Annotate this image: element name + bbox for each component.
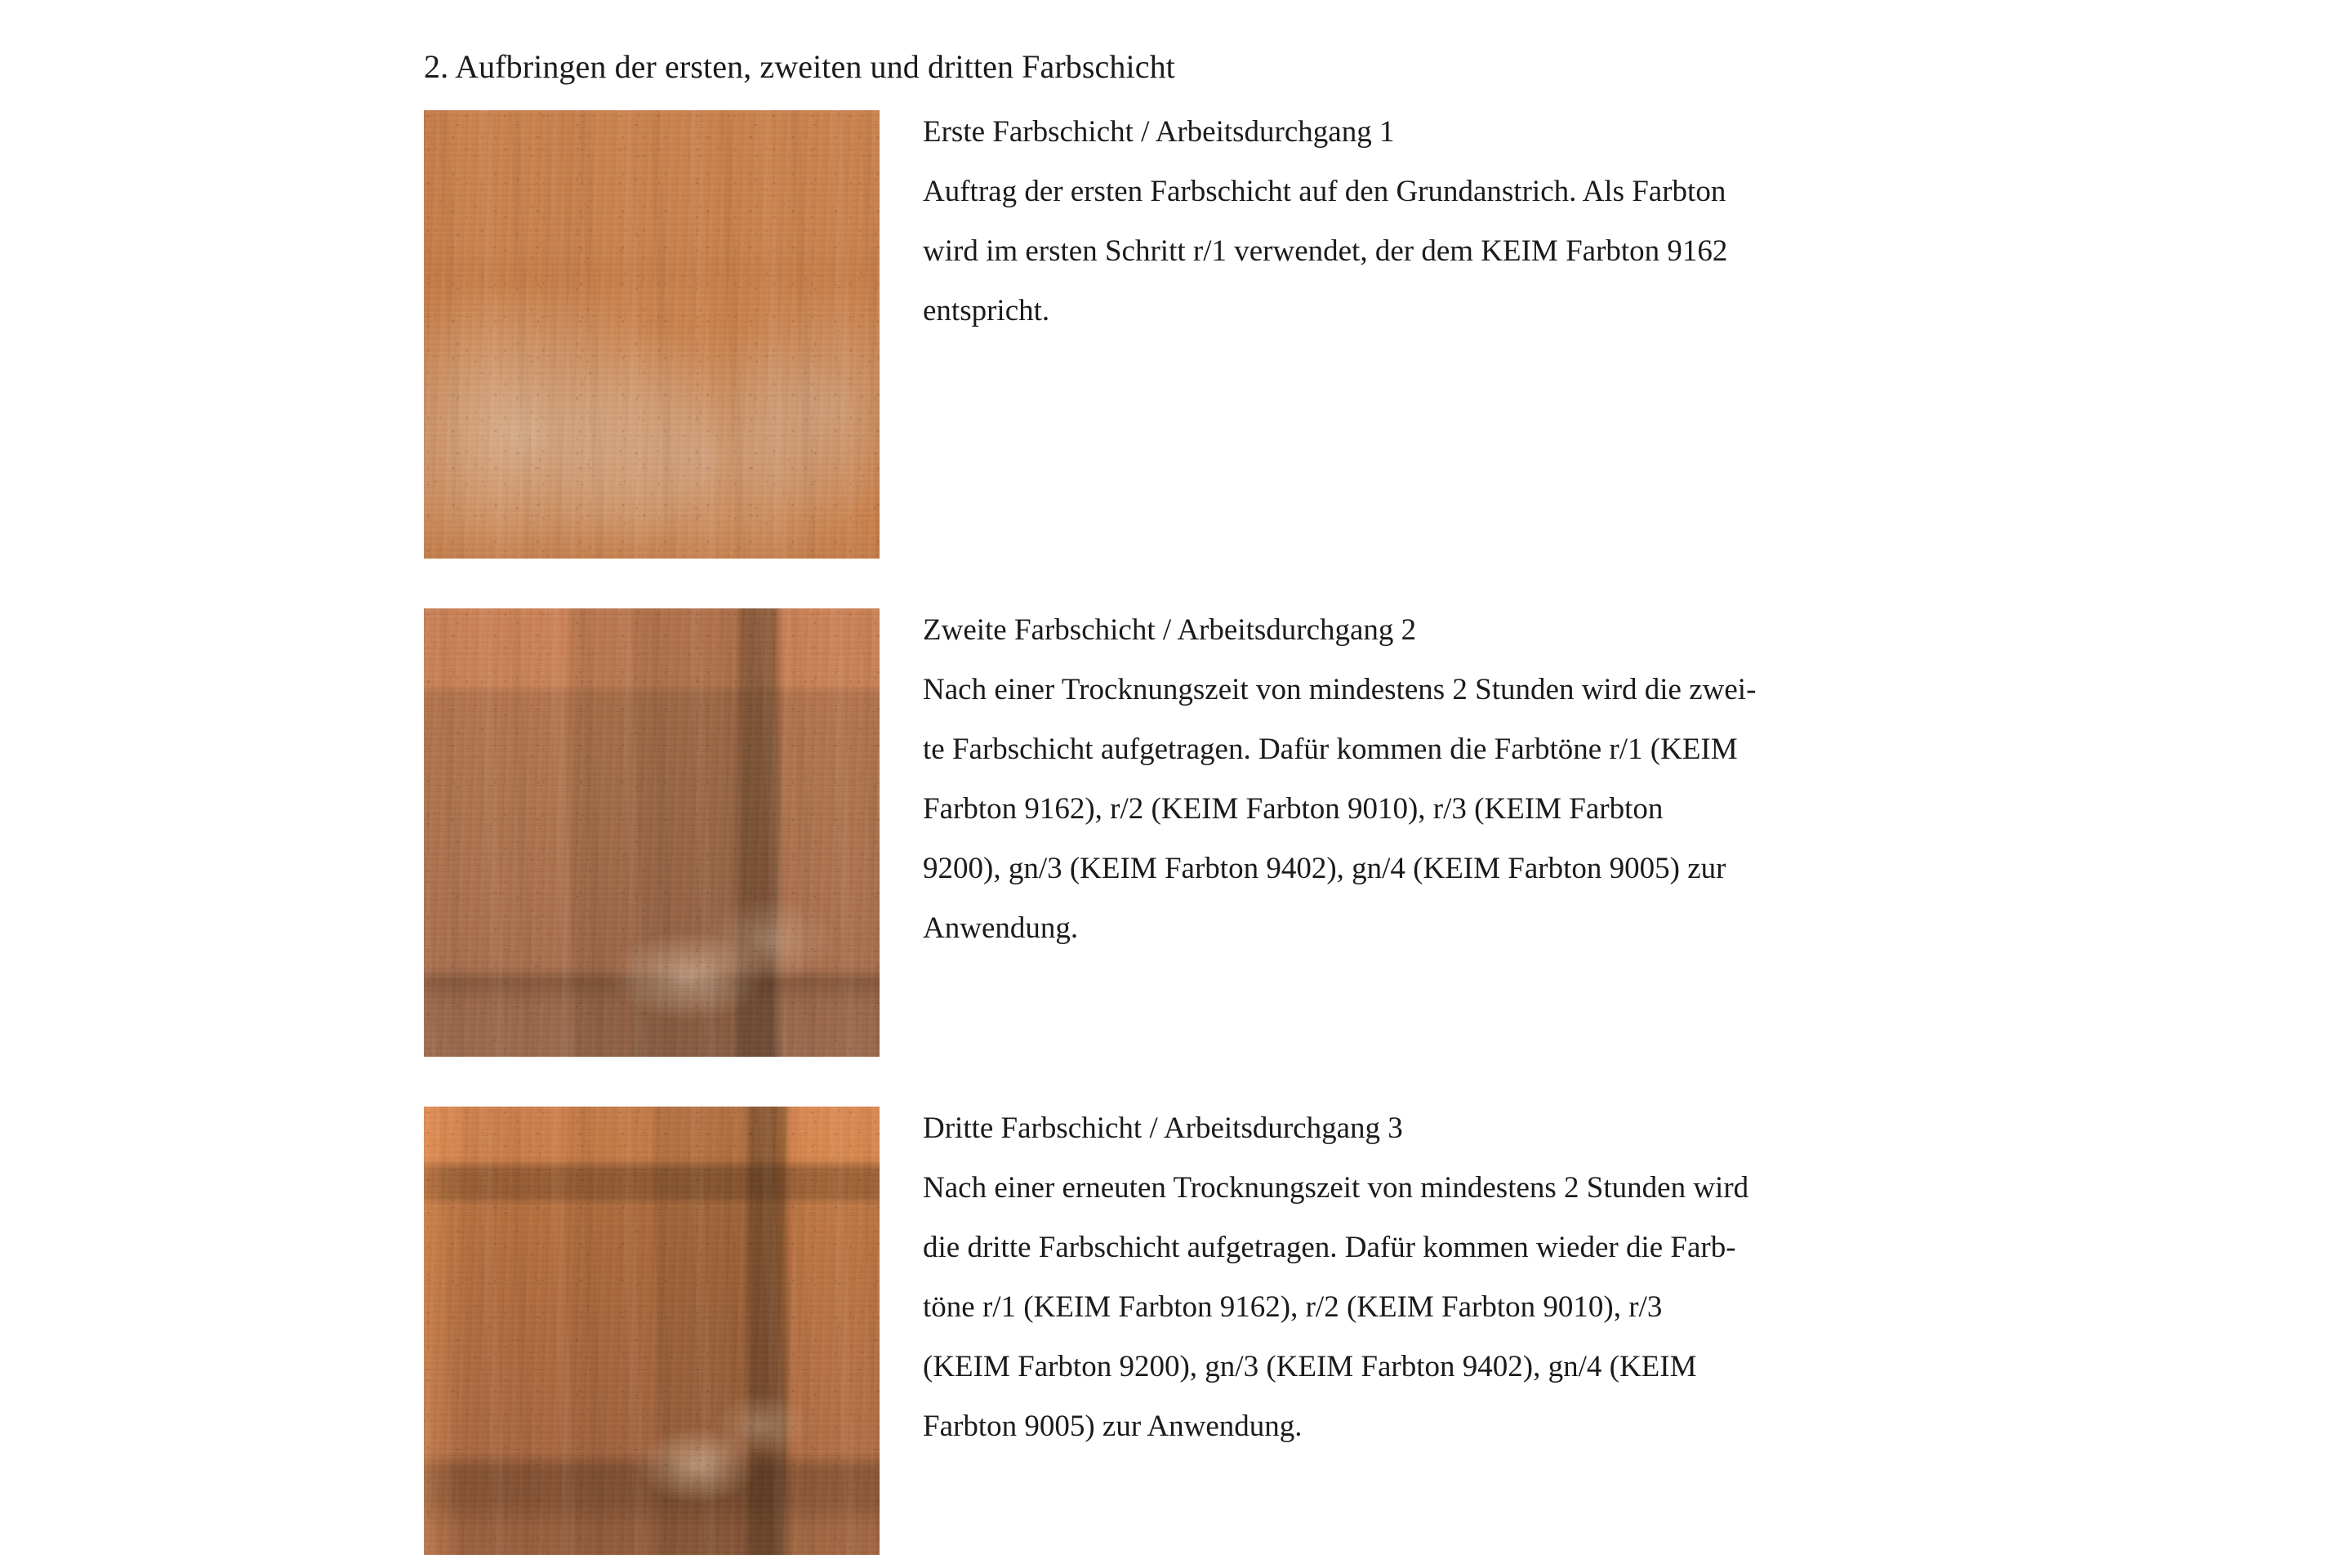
- step-1-body: [923, 162, 1927, 341]
- step-2-title: Zweite Farbschicht / Arbeitsdurchgang 2: [923, 613, 1417, 647]
- step-1-title: Erste Farbschicht / Arbeitsdurchgang 1: [923, 115, 1395, 149]
- step-2-body-line: Anwendung.: [923, 911, 1079, 945]
- step-1-sample-image: [424, 110, 880, 559]
- step-2-body-line: Farbton 9162), r/2 (KEIM Farbton 9010), r/3 (KEIM Farbton: [923, 792, 1664, 826]
- step-2-body-line: te Farbschicht aufgetragen. Dafür kommen die Farbtöne r/1 (KEIM: [923, 733, 1738, 766]
- step-3-body-line: (KEIM Farbton 9200), gn/3 (KEIM Farbton 9402), gn/4 (KEIM: [923, 1350, 1697, 1383]
- paint-grain-3: [424, 1107, 880, 1555]
- step-3-title: Dritte Farbschicht / Arbeitsdurchgang 3: [923, 1111, 1403, 1145]
- step-3-sample-image: [424, 1107, 880, 1555]
- step-3-body-line: Farbton 9005) zur Anwendung.: [923, 1410, 1303, 1443]
- section-heading: 2. Aufbringen der ersten, zweiten und dritten Farbschicht: [424, 48, 1175, 85]
- paint-grain-1: [424, 110, 880, 559]
- step-3-body: [923, 1158, 1927, 1456]
- step-1-body-line: wird im ersten Schritt r/1 verwendet, der dem KEIM Farbton 9162: [923, 234, 1728, 268]
- step-2-body-line: 9200), gn/3 (KEIM Farbton 9402), gn/4 (KEIM Farbton 9005) zur: [923, 852, 1726, 885]
- step-3-body-line: Nach einer erneuten Trocknungszeit von mindestens 2 Stunden wird: [923, 1171, 1749, 1205]
- step-2-text-column: [923, 600, 1927, 958]
- step-2-sample-image: [424, 608, 880, 1057]
- step-3-body-line: töne r/1 (KEIM Farbton 9162), r/2 (KEIM Farbton 9010), r/3: [923, 1290, 1663, 1324]
- paint-grain-2: [424, 608, 880, 1057]
- step-1-text-column: [923, 102, 1927, 341]
- step-1-body-line: Auftrag der ersten Farbschicht auf den Grundanstrich. Als Farbton: [923, 175, 1726, 208]
- step-3-body-line: die dritte Farbschicht aufgetragen. Dafür kommen wieder die Farb-: [923, 1231, 1736, 1264]
- step-2-body: [923, 660, 1927, 958]
- step-3-text-column: [923, 1098, 1927, 1456]
- step-2-body-line: Nach einer Trocknungszeit von mindestens 2 Stunden wird die zwei-: [923, 673, 1757, 706]
- step-1-body-line: entspricht.: [923, 294, 1050, 327]
